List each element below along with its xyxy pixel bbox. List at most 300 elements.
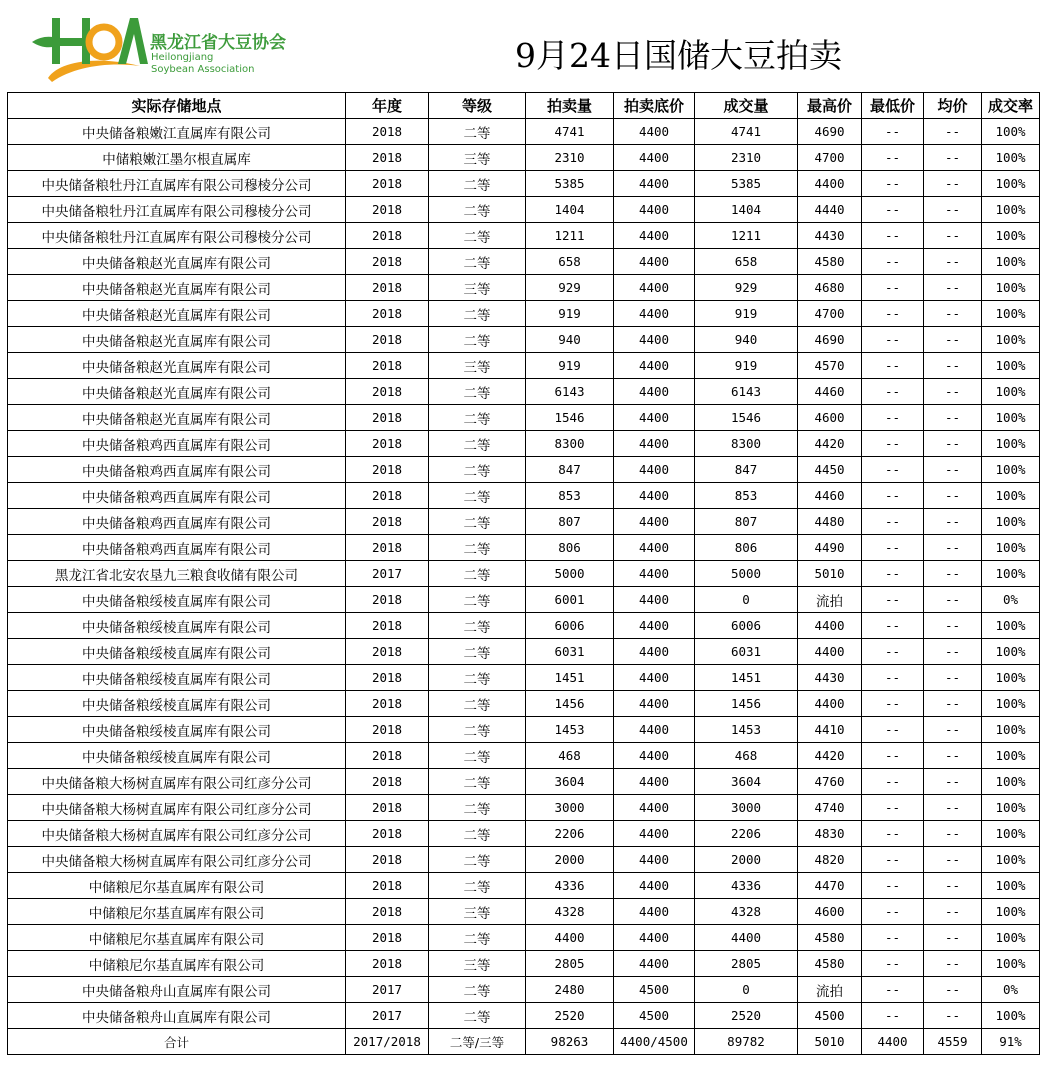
cell-deal-rate: 100% — [982, 899, 1040, 925]
table-row — [8, 925, 1040, 951]
cell-max-price: 4690 — [798, 327, 862, 353]
cell-min-price: -- — [862, 119, 924, 145]
cell-avg-price: -- — [924, 665, 982, 691]
cell-year: 2018 — [346, 457, 429, 483]
cell-location: 中央储备粮舟山直属库有限公司 — [8, 977, 346, 1003]
org-name-en-line2: Soybean Association — [151, 64, 255, 75]
cell-avg-price: -- — [924, 223, 982, 249]
cell-grade: 二等 — [429, 977, 526, 1003]
cell-location: 中央储备粮鸡西直属库有限公司 — [8, 483, 346, 509]
cell-avg-price: -- — [924, 483, 982, 509]
cell-auction-volume: 853 — [526, 483, 614, 509]
cell-min-price: -- — [862, 847, 924, 873]
cell-auction-volume: 98263 — [526, 1029, 614, 1055]
cell-deal-volume: 89782 — [695, 1029, 798, 1055]
cell-deal-rate: 100% — [982, 873, 1040, 899]
table-row — [8, 301, 1040, 327]
cell-location: 中央储备粮赵光直属库有限公司 — [8, 275, 346, 301]
cell-grade: 三等 — [429, 899, 526, 925]
cell-min-price: -- — [862, 405, 924, 431]
cell-deal-volume: 1456 — [695, 691, 798, 717]
cell-grade: 二等 — [429, 795, 526, 821]
cell-min-price: -- — [862, 327, 924, 353]
cell-avg-price: -- — [924, 613, 982, 639]
cell-location: 中央储备粮牡丹江直属库有限公司穆棱分公司 — [8, 223, 346, 249]
cell-reserve-price: 4400 — [614, 925, 695, 951]
cell-year: 2018 — [346, 353, 429, 379]
cell-deal-volume: 919 — [695, 353, 798, 379]
col-header-reserve-price: 拍卖底价 — [614, 93, 695, 119]
cell-max-price: 4500 — [798, 1003, 862, 1029]
table-row — [8, 847, 1040, 873]
cell-deal-volume: 658 — [695, 249, 798, 275]
cell-deal-rate: 0% — [982, 977, 1040, 1003]
cell-reserve-price: 4400 — [614, 483, 695, 509]
cell-location: 中央储备粮大杨树直属库有限公司红彦分公司 — [8, 795, 346, 821]
cell-grade: 二等 — [429, 171, 526, 197]
col-header-deal-rate: 成交率 — [982, 93, 1040, 119]
cell-location: 中央储备粮牡丹江直属库有限公司穆棱分公司 — [8, 197, 346, 223]
cell-min-price: -- — [862, 587, 924, 613]
cell-location: 中央储备粮赵光直属库有限公司 — [8, 327, 346, 353]
cell-grade: 二等 — [429, 561, 526, 587]
cell-max-price: 流拍 — [798, 977, 862, 1003]
cell-deal-rate: 100% — [982, 1003, 1040, 1029]
cell-avg-price: -- — [924, 327, 982, 353]
cell-avg-price: -- — [924, 795, 982, 821]
cell-location: 黑龙江省北安农垦九三粮食收储有限公司 — [8, 561, 346, 587]
cell-grade: 二等 — [429, 639, 526, 665]
table-row — [8, 873, 1040, 899]
col-header-min-price: 最低价 — [862, 93, 924, 119]
cell-year: 2018 — [346, 613, 429, 639]
cell-auction-volume: 5385 — [526, 171, 614, 197]
cell-min-price: -- — [862, 795, 924, 821]
cell-max-price: 4460 — [798, 379, 862, 405]
cell-deal-volume: 1211 — [695, 223, 798, 249]
cell-min-price: -- — [862, 561, 924, 587]
cell-location: 中央储备粮赵光直属库有限公司 — [8, 301, 346, 327]
cell-max-price: 4440 — [798, 197, 862, 223]
cell-avg-price: 4559 — [924, 1029, 982, 1055]
cell-location: 中储粮尼尔基直属库有限公司 — [8, 925, 346, 951]
table-row — [8, 717, 1040, 743]
cell-min-price: -- — [862, 639, 924, 665]
cell-year: 2018 — [346, 769, 429, 795]
cell-avg-price: -- — [924, 145, 982, 171]
cell-avg-price: -- — [924, 379, 982, 405]
cell-max-price: 4480 — [798, 509, 862, 535]
cell-location: 中央储备粮绥棱直属库有限公司 — [8, 743, 346, 769]
cell-avg-price: -- — [924, 171, 982, 197]
cell-location: 中央储备粮绥棱直属库有限公司 — [8, 665, 346, 691]
cell-min-price: -- — [862, 1003, 924, 1029]
cell-min-price: -- — [862, 379, 924, 405]
cell-deal-rate: 100% — [982, 223, 1040, 249]
cell-reserve-price: 4400 — [614, 223, 695, 249]
cell-auction-volume: 1404 — [526, 197, 614, 223]
cell-year: 2018 — [346, 743, 429, 769]
cell-deal-rate: 100% — [982, 353, 1040, 379]
cell-year: 2018 — [346, 145, 429, 171]
table-header-row — [8, 93, 1040, 119]
cell-location: 中储粮尼尔基直属库有限公司 — [8, 873, 346, 899]
cell-reserve-price: 4400 — [614, 899, 695, 925]
cell-auction-volume: 6006 — [526, 613, 614, 639]
cell-deal-volume: 806 — [695, 535, 798, 561]
cell-year: 2018 — [346, 327, 429, 353]
cell-grade: 二等 — [429, 925, 526, 951]
hsa-logo-icon — [30, 8, 148, 84]
cell-reserve-price: 4400 — [614, 301, 695, 327]
cell-deal-rate: 91% — [982, 1029, 1040, 1055]
cell-deal-volume: 8300 — [695, 431, 798, 457]
cell-grade: 二等 — [429, 327, 526, 353]
cell-location: 中央储备粮大杨树直属库有限公司红彦分公司 — [8, 847, 346, 873]
cell-reserve-price: 4400 — [614, 197, 695, 223]
cell-reserve-price: 4400 — [614, 613, 695, 639]
cell-year: 2018 — [346, 301, 429, 327]
cell-auction-volume: 919 — [526, 353, 614, 379]
cell-deal-volume: 5000 — [695, 561, 798, 587]
auction-table — [7, 92, 1040, 1055]
cell-reserve-price: 4400 — [614, 379, 695, 405]
cell-location: 中储粮尼尔基直属库有限公司 — [8, 951, 346, 977]
cell-grade: 二等 — [429, 873, 526, 899]
page-title: 9月24日国储大豆拍卖 — [515, 36, 842, 75]
cell-deal-rate: 100% — [982, 847, 1040, 873]
cell-reserve-price: 4400 — [614, 665, 695, 691]
cell-max-price: 4600 — [798, 405, 862, 431]
cell-reserve-price: 4400 — [614, 847, 695, 873]
cell-deal-volume: 3604 — [695, 769, 798, 795]
cell-max-price: 4410 — [798, 717, 862, 743]
cell-deal-volume: 919 — [695, 301, 798, 327]
table-row — [8, 223, 1040, 249]
cell-min-price: -- — [862, 457, 924, 483]
cell-min-price: -- — [862, 977, 924, 1003]
cell-reserve-price: 4400/4500 — [614, 1029, 695, 1055]
cell-deal-volume: 847 — [695, 457, 798, 483]
cell-avg-price: -- — [924, 899, 982, 925]
cell-min-price: -- — [862, 613, 924, 639]
col-header-year: 年度 — [346, 93, 429, 119]
cell-avg-price: -- — [924, 431, 982, 457]
cell-deal-volume: 807 — [695, 509, 798, 535]
cell-year: 2018 — [346, 795, 429, 821]
cell-min-price: -- — [862, 301, 924, 327]
cell-auction-volume: 1451 — [526, 665, 614, 691]
cell-deal-rate: 100% — [982, 379, 1040, 405]
cell-year: 2018 — [346, 951, 429, 977]
table-row — [8, 977, 1040, 1003]
cell-year: 2017 — [346, 1003, 429, 1029]
cell-auction-volume: 929 — [526, 275, 614, 301]
cell-location: 中央储备粮大杨树直属库有限公司红彦分公司 — [8, 821, 346, 847]
cell-deal-volume: 1404 — [695, 197, 798, 223]
cell-min-price: -- — [862, 249, 924, 275]
cell-min-price: -- — [862, 145, 924, 171]
cell-year: 2018 — [346, 587, 429, 613]
cell-deal-rate: 100% — [982, 561, 1040, 587]
cell-reserve-price: 4400 — [614, 457, 695, 483]
table-row — [8, 275, 1040, 301]
cell-year: 2018 — [346, 717, 429, 743]
cell-grade: 二等/三等 — [429, 1029, 526, 1055]
cell-deal-volume: 2000 — [695, 847, 798, 873]
cell-avg-price: -- — [924, 587, 982, 613]
cell-avg-price: -- — [924, 873, 982, 899]
cell-reserve-price: 4400 — [614, 743, 695, 769]
cell-max-price: 流拍 — [798, 587, 862, 613]
cell-reserve-price: 4400 — [614, 509, 695, 535]
cell-auction-volume: 2480 — [526, 977, 614, 1003]
cell-deal-volume: 6143 — [695, 379, 798, 405]
cell-max-price: 4700 — [798, 301, 862, 327]
cell-deal-volume: 1451 — [695, 665, 798, 691]
cell-max-price: 4580 — [798, 249, 862, 275]
cell-avg-price: -- — [924, 1003, 982, 1029]
cell-min-price: -- — [862, 509, 924, 535]
cell-year: 2018 — [346, 509, 429, 535]
cell-auction-volume: 468 — [526, 743, 614, 769]
cell-avg-price: -- — [924, 769, 982, 795]
cell-year: 2018 — [346, 639, 429, 665]
cell-deal-volume: 2310 — [695, 145, 798, 171]
cell-max-price: 4400 — [798, 639, 862, 665]
cell-deal-rate: 100% — [982, 249, 1040, 275]
cell-reserve-price: 4400 — [614, 275, 695, 301]
cell-avg-price: -- — [924, 847, 982, 873]
cell-location: 中央储备粮赵光直属库有限公司 — [8, 249, 346, 275]
col-header-deal-volume: 成交量 — [695, 93, 798, 119]
cell-location: 合计 — [8, 1029, 346, 1055]
cell-max-price: 4690 — [798, 119, 862, 145]
table-row — [8, 145, 1040, 171]
table-row — [8, 665, 1040, 691]
cell-auction-volume: 4328 — [526, 899, 614, 925]
cell-min-price: 4400 — [862, 1029, 924, 1055]
cell-reserve-price: 4400 — [614, 405, 695, 431]
cell-grade: 二等 — [429, 769, 526, 795]
cell-min-price: -- — [862, 925, 924, 951]
cell-grade: 二等 — [429, 431, 526, 457]
cell-min-price: -- — [862, 535, 924, 561]
col-header-auction-volume: 拍卖量 — [526, 93, 614, 119]
cell-deal-rate: 100% — [982, 301, 1040, 327]
cell-min-price: -- — [862, 821, 924, 847]
cell-location: 中央储备粮鸡西直属库有限公司 — [8, 431, 346, 457]
cell-year: 2018 — [346, 535, 429, 561]
cell-reserve-price: 4500 — [614, 977, 695, 1003]
cell-deal-volume: 6006 — [695, 613, 798, 639]
cell-avg-price: -- — [924, 301, 982, 327]
cell-deal-rate: 100% — [982, 275, 1040, 301]
cell-auction-volume: 2206 — [526, 821, 614, 847]
cell-location: 中央储备粮大杨树直属库有限公司红彦分公司 — [8, 769, 346, 795]
cell-deal-volume: 4336 — [695, 873, 798, 899]
cell-min-price: -- — [862, 951, 924, 977]
table-row — [8, 951, 1040, 977]
table-row — [8, 613, 1040, 639]
cell-location: 中央储备粮绥棱直属库有限公司 — [8, 691, 346, 717]
cell-max-price: 4680 — [798, 275, 862, 301]
cell-reserve-price: 4500 — [614, 1003, 695, 1029]
cell-avg-price: -- — [924, 535, 982, 561]
cell-avg-price: -- — [924, 457, 982, 483]
table-row — [8, 587, 1040, 613]
cell-reserve-price: 4400 — [614, 249, 695, 275]
cell-auction-volume: 4400 — [526, 925, 614, 951]
cell-avg-price: -- — [924, 405, 982, 431]
cell-location: 中央储备粮牡丹江直属库有限公司穆棱分公司 — [8, 171, 346, 197]
cell-grade: 二等 — [429, 691, 526, 717]
cell-auction-volume: 1546 — [526, 405, 614, 431]
cell-year: 2018 — [346, 899, 429, 925]
cell-min-price: -- — [862, 665, 924, 691]
cell-min-price: -- — [862, 197, 924, 223]
cell-auction-volume: 1453 — [526, 717, 614, 743]
cell-min-price: -- — [862, 769, 924, 795]
page-header — [0, 0, 1047, 92]
association-logo — [30, 8, 300, 84]
cell-avg-price: -- — [924, 561, 982, 587]
cell-deal-rate: 100% — [982, 431, 1040, 457]
cell-avg-price: -- — [924, 951, 982, 977]
cell-reserve-price: 4400 — [614, 561, 695, 587]
cell-location: 中储粮尼尔基直属库有限公司 — [8, 899, 346, 925]
cell-reserve-price: 4400 — [614, 639, 695, 665]
cell-deal-rate: 100% — [982, 509, 1040, 535]
cell-avg-price: -- — [924, 821, 982, 847]
cell-max-price: 4430 — [798, 223, 862, 249]
cell-location: 中央储备粮鸡西直属库有限公司 — [8, 535, 346, 561]
cell-location: 中央储备粮赵光直属库有限公司 — [8, 353, 346, 379]
table-body — [8, 119, 1040, 1055]
table-row — [8, 327, 1040, 353]
cell-auction-volume: 6143 — [526, 379, 614, 405]
cell-reserve-price: 4400 — [614, 327, 695, 353]
cell-deal-rate: 100% — [982, 665, 1040, 691]
cell-year: 2018 — [346, 873, 429, 899]
cell-reserve-price: 4400 — [614, 951, 695, 977]
cell-min-price: -- — [862, 483, 924, 509]
cell-max-price: 4580 — [798, 925, 862, 951]
cell-max-price: 4400 — [798, 613, 862, 639]
cell-reserve-price: 4400 — [614, 821, 695, 847]
cell-deal-rate: 100% — [982, 821, 1040, 847]
cell-auction-volume: 807 — [526, 509, 614, 535]
cell-deal-rate: 100% — [982, 795, 1040, 821]
cell-year: 2018 — [346, 665, 429, 691]
cell-location: 中央储备粮绥棱直属库有限公司 — [8, 613, 346, 639]
cell-max-price: 4830 — [798, 821, 862, 847]
cell-location: 中央储备粮绥棱直属库有限公司 — [8, 639, 346, 665]
cell-reserve-price: 4400 — [614, 769, 695, 795]
cell-grade: 二等 — [429, 587, 526, 613]
cell-min-price: -- — [862, 171, 924, 197]
table-row — [8, 379, 1040, 405]
cell-grade: 二等 — [429, 535, 526, 561]
cell-deal-volume: 0 — [695, 587, 798, 613]
cell-max-price: 4430 — [798, 665, 862, 691]
cell-deal-volume: 0 — [695, 977, 798, 1003]
cell-min-price: -- — [862, 873, 924, 899]
table-row — [8, 795, 1040, 821]
table-row — [8, 639, 1040, 665]
cell-year: 2017 — [346, 561, 429, 587]
table-row — [8, 249, 1040, 275]
cell-max-price: 4420 — [798, 431, 862, 457]
cell-avg-price: -- — [924, 977, 982, 1003]
cell-deal-rate: 100% — [982, 691, 1040, 717]
cell-max-price: 4490 — [798, 535, 862, 561]
cell-grade: 二等 — [429, 743, 526, 769]
cell-avg-price: -- — [924, 717, 982, 743]
cell-min-price: -- — [862, 691, 924, 717]
table-row — [8, 743, 1040, 769]
cell-auction-volume: 3000 — [526, 795, 614, 821]
cell-grade: 三等 — [429, 951, 526, 977]
cell-grade: 二等 — [429, 665, 526, 691]
cell-deal-volume: 4741 — [695, 119, 798, 145]
cell-location: 中央储备粮鸡西直属库有限公司 — [8, 457, 346, 483]
col-header-avg-price: 均价 — [924, 93, 982, 119]
cell-deal-rate: 100% — [982, 769, 1040, 795]
table-row — [8, 535, 1040, 561]
cell-auction-volume: 2805 — [526, 951, 614, 977]
cell-max-price: 4740 — [798, 795, 862, 821]
cell-min-price: -- — [862, 431, 924, 457]
cell-year: 2018 — [346, 223, 429, 249]
cell-deal-rate: 0% — [982, 587, 1040, 613]
cell-max-price: 4420 — [798, 743, 862, 769]
cell-grade: 二等 — [429, 509, 526, 535]
cell-auction-volume: 6031 — [526, 639, 614, 665]
cell-grade: 三等 — [429, 353, 526, 379]
cell-location: 中央储备粮舟山直属库有限公司 — [8, 1003, 346, 1029]
cell-avg-price: -- — [924, 925, 982, 951]
cell-grade: 二等 — [429, 821, 526, 847]
table-row — [8, 1003, 1040, 1029]
cell-auction-volume: 8300 — [526, 431, 614, 457]
table-row — [8, 509, 1040, 535]
cell-max-price: 4450 — [798, 457, 862, 483]
cell-deal-volume: 4400 — [695, 925, 798, 951]
cell-deal-rate: 100% — [982, 483, 1040, 509]
table-total-row — [8, 1029, 1040, 1055]
cell-year: 2017 — [346, 977, 429, 1003]
table-row — [8, 457, 1040, 483]
cell-auction-volume: 3604 — [526, 769, 614, 795]
cell-location: 中央储备粮鸡西直属库有限公司 — [8, 509, 346, 535]
cell-auction-volume: 2000 — [526, 847, 614, 873]
cell-avg-price: -- — [924, 197, 982, 223]
cell-avg-price: -- — [924, 743, 982, 769]
cell-grade: 二等 — [429, 847, 526, 873]
col-header-location: 实际存储地点 — [8, 93, 346, 119]
cell-max-price: 4700 — [798, 145, 862, 171]
cell-year: 2018 — [346, 379, 429, 405]
table-row — [8, 353, 1040, 379]
cell-max-price: 4400 — [798, 691, 862, 717]
cell-year: 2018 — [346, 691, 429, 717]
cell-deal-rate: 100% — [982, 171, 1040, 197]
cell-deal-volume: 2805 — [695, 951, 798, 977]
cell-grade: 二等 — [429, 405, 526, 431]
cell-deal-volume: 468 — [695, 743, 798, 769]
cell-min-price: -- — [862, 353, 924, 379]
